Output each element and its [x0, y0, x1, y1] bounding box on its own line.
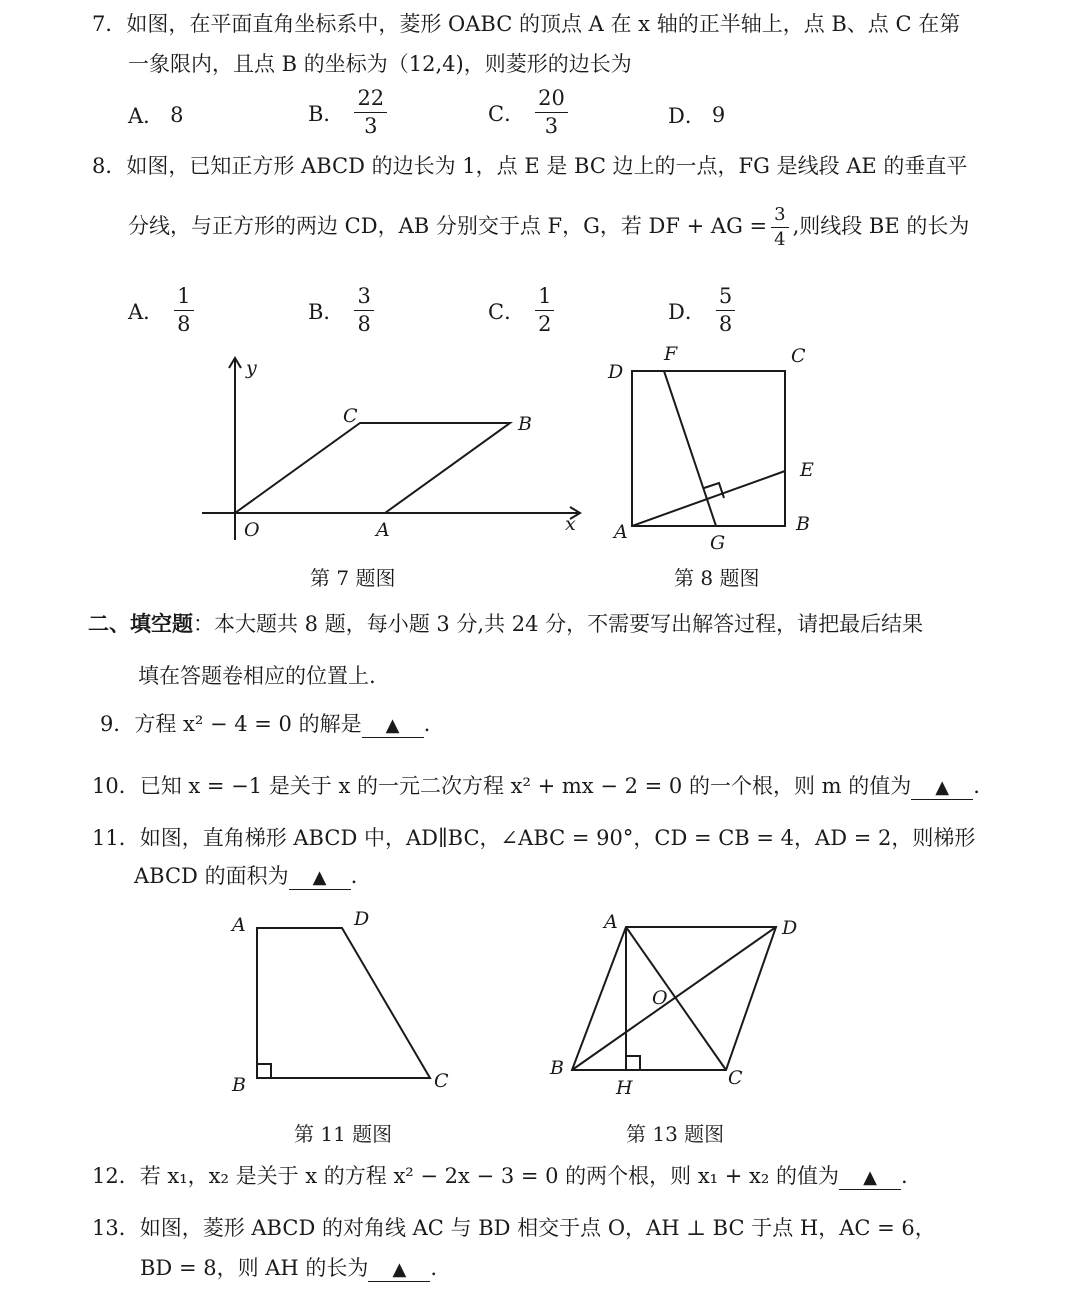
rhombus-oabc [235, 423, 510, 513]
label-x: x [565, 513, 576, 535]
section-title: 二、填空题 [88, 612, 193, 636]
figure-13-caption: 第 13 题图 [626, 1122, 725, 1146]
label-h: H [616, 1077, 633, 1099]
q8-line1: 8．如图，已知正方形 ABCD 的边长为 1，点 E 是 BC 边上的一点，FG 是线段 AE 的垂直平 [92, 154, 968, 178]
label-c: C [791, 345, 806, 367]
label-b: B [796, 513, 810, 535]
answer-blank: ▲ [911, 777, 973, 800]
label-a: A [376, 519, 390, 541]
label-c: C [728, 1067, 743, 1089]
section-desc: ：本大题共 8 题，每小题 3 分,共 24 分，不需要写出解答过程，请把最后结果 [193, 612, 924, 636]
figure-7 [190, 350, 600, 550]
q8-option-a: A． $\frac{1}{8}$ [128, 286, 198, 335]
section-heading [88, 608, 923, 638]
label-b: B [550, 1057, 564, 1079]
section-desc-2: 填在答题卷相应的位置上. [138, 664, 376, 688]
q7-option-c: C． $\frac{20}{3}$ [488, 88, 572, 137]
figure-8 [600, 340, 830, 555]
label-d: D [608, 361, 624, 383]
label-e: E [800, 459, 814, 481]
label-c: C [343, 405, 358, 427]
q13-line2: BD = 8，则 AH 的长为 ▲ . [140, 1256, 438, 1280]
q8-option-c: C． $\frac{1}{2}$ [488, 286, 558, 335]
q8-option-b: B． $\frac{3}{8}$ [308, 286, 378, 335]
diagonal-ac [626, 927, 726, 1070]
label-a: A [604, 911, 618, 933]
label-o: O [652, 987, 668, 1009]
q11-line1: 11．如图，直角梯形 ABCD 中，AD∥BC，∠ABC = 90°，CD = CB = 4，AD = 2，则梯形 [92, 826, 976, 850]
label-y: y [246, 357, 257, 379]
answer-blank: ▲ [368, 1259, 430, 1282]
right-angle-mark [626, 1056, 640, 1070]
answer-blank: ▲ [362, 715, 424, 738]
label-c: C [434, 1070, 449, 1092]
right-angle-mark [257, 1064, 271, 1078]
figure-11 [220, 905, 470, 1100]
q10: 10．已知 x = −1 是关于 x 的一元二次方程 x² + mx − 2 = 0 的一个根，则 m 的值为 ▲ . [92, 774, 980, 798]
label-b: B [518, 413, 532, 435]
q7-option-d: D． 9 [668, 103, 726, 128]
label-d: D [782, 917, 798, 939]
label-f: F [664, 343, 678, 365]
figure-8-caption: 第 8 题图 [674, 566, 760, 590]
label-a: A [232, 914, 246, 936]
q8-line2: 分线，与正方形的两边 CD，AB 分别交于点 F，G，若 DF + AG = $\frac{3}{4}$ ,则线段 BE 的长为 [128, 204, 970, 250]
segment-ae [632, 471, 785, 526]
answer-blank: ▲ [839, 1167, 901, 1190]
q8-option-d: D． $\frac{5}{8}$ [668, 286, 739, 335]
answer-blank: ▲ [289, 867, 351, 890]
label-b: B [232, 1074, 246, 1096]
label-o: O [244, 519, 260, 541]
diagonal-bd [572, 927, 776, 1070]
label-d: D [354, 908, 370, 930]
segment-fg [664, 371, 716, 526]
q13-line1: 13．如图，菱形 ABCD 的对角线 AC 与 BD 相交于点 O，AH ⊥ BC 于点 H，AC = 6， [92, 1216, 936, 1240]
figure-11-caption: 第 11 题图 [294, 1122, 393, 1146]
q9: 9．方程 x² − 4 = 0 的解是 ▲ . [100, 712, 431, 736]
q11-line2: ABCD 的面积为 ▲ . [134, 864, 358, 888]
figure-7-caption: 第 7 题图 [310, 566, 396, 590]
q12: 12．若 x₁，x₂ 是关于 x 的方程 x² − 2x − 3 = 0 的两个根，则 x₁ + x₂ 的值为 ▲ . [92, 1164, 908, 1188]
q7-line2: 一象限内，且点 B 的坐标为（12,4)，则菱形的边长为 [128, 52, 632, 76]
label-a: A [614, 521, 628, 543]
figure-13 [540, 900, 810, 1100]
label-g: G [710, 532, 726, 554]
q7-option-b: B． $\frac{22}{3}$ [308, 88, 391, 137]
q7-option-a: A． 8 [128, 103, 184, 128]
trapezoid-abcd [257, 928, 430, 1078]
q7-line1: 7．如图，在平面直角坐标系中，菱形 OABC 的顶点 A 在 x 轴的正半轴上，点 B、点 C 在第 [92, 12, 961, 36]
